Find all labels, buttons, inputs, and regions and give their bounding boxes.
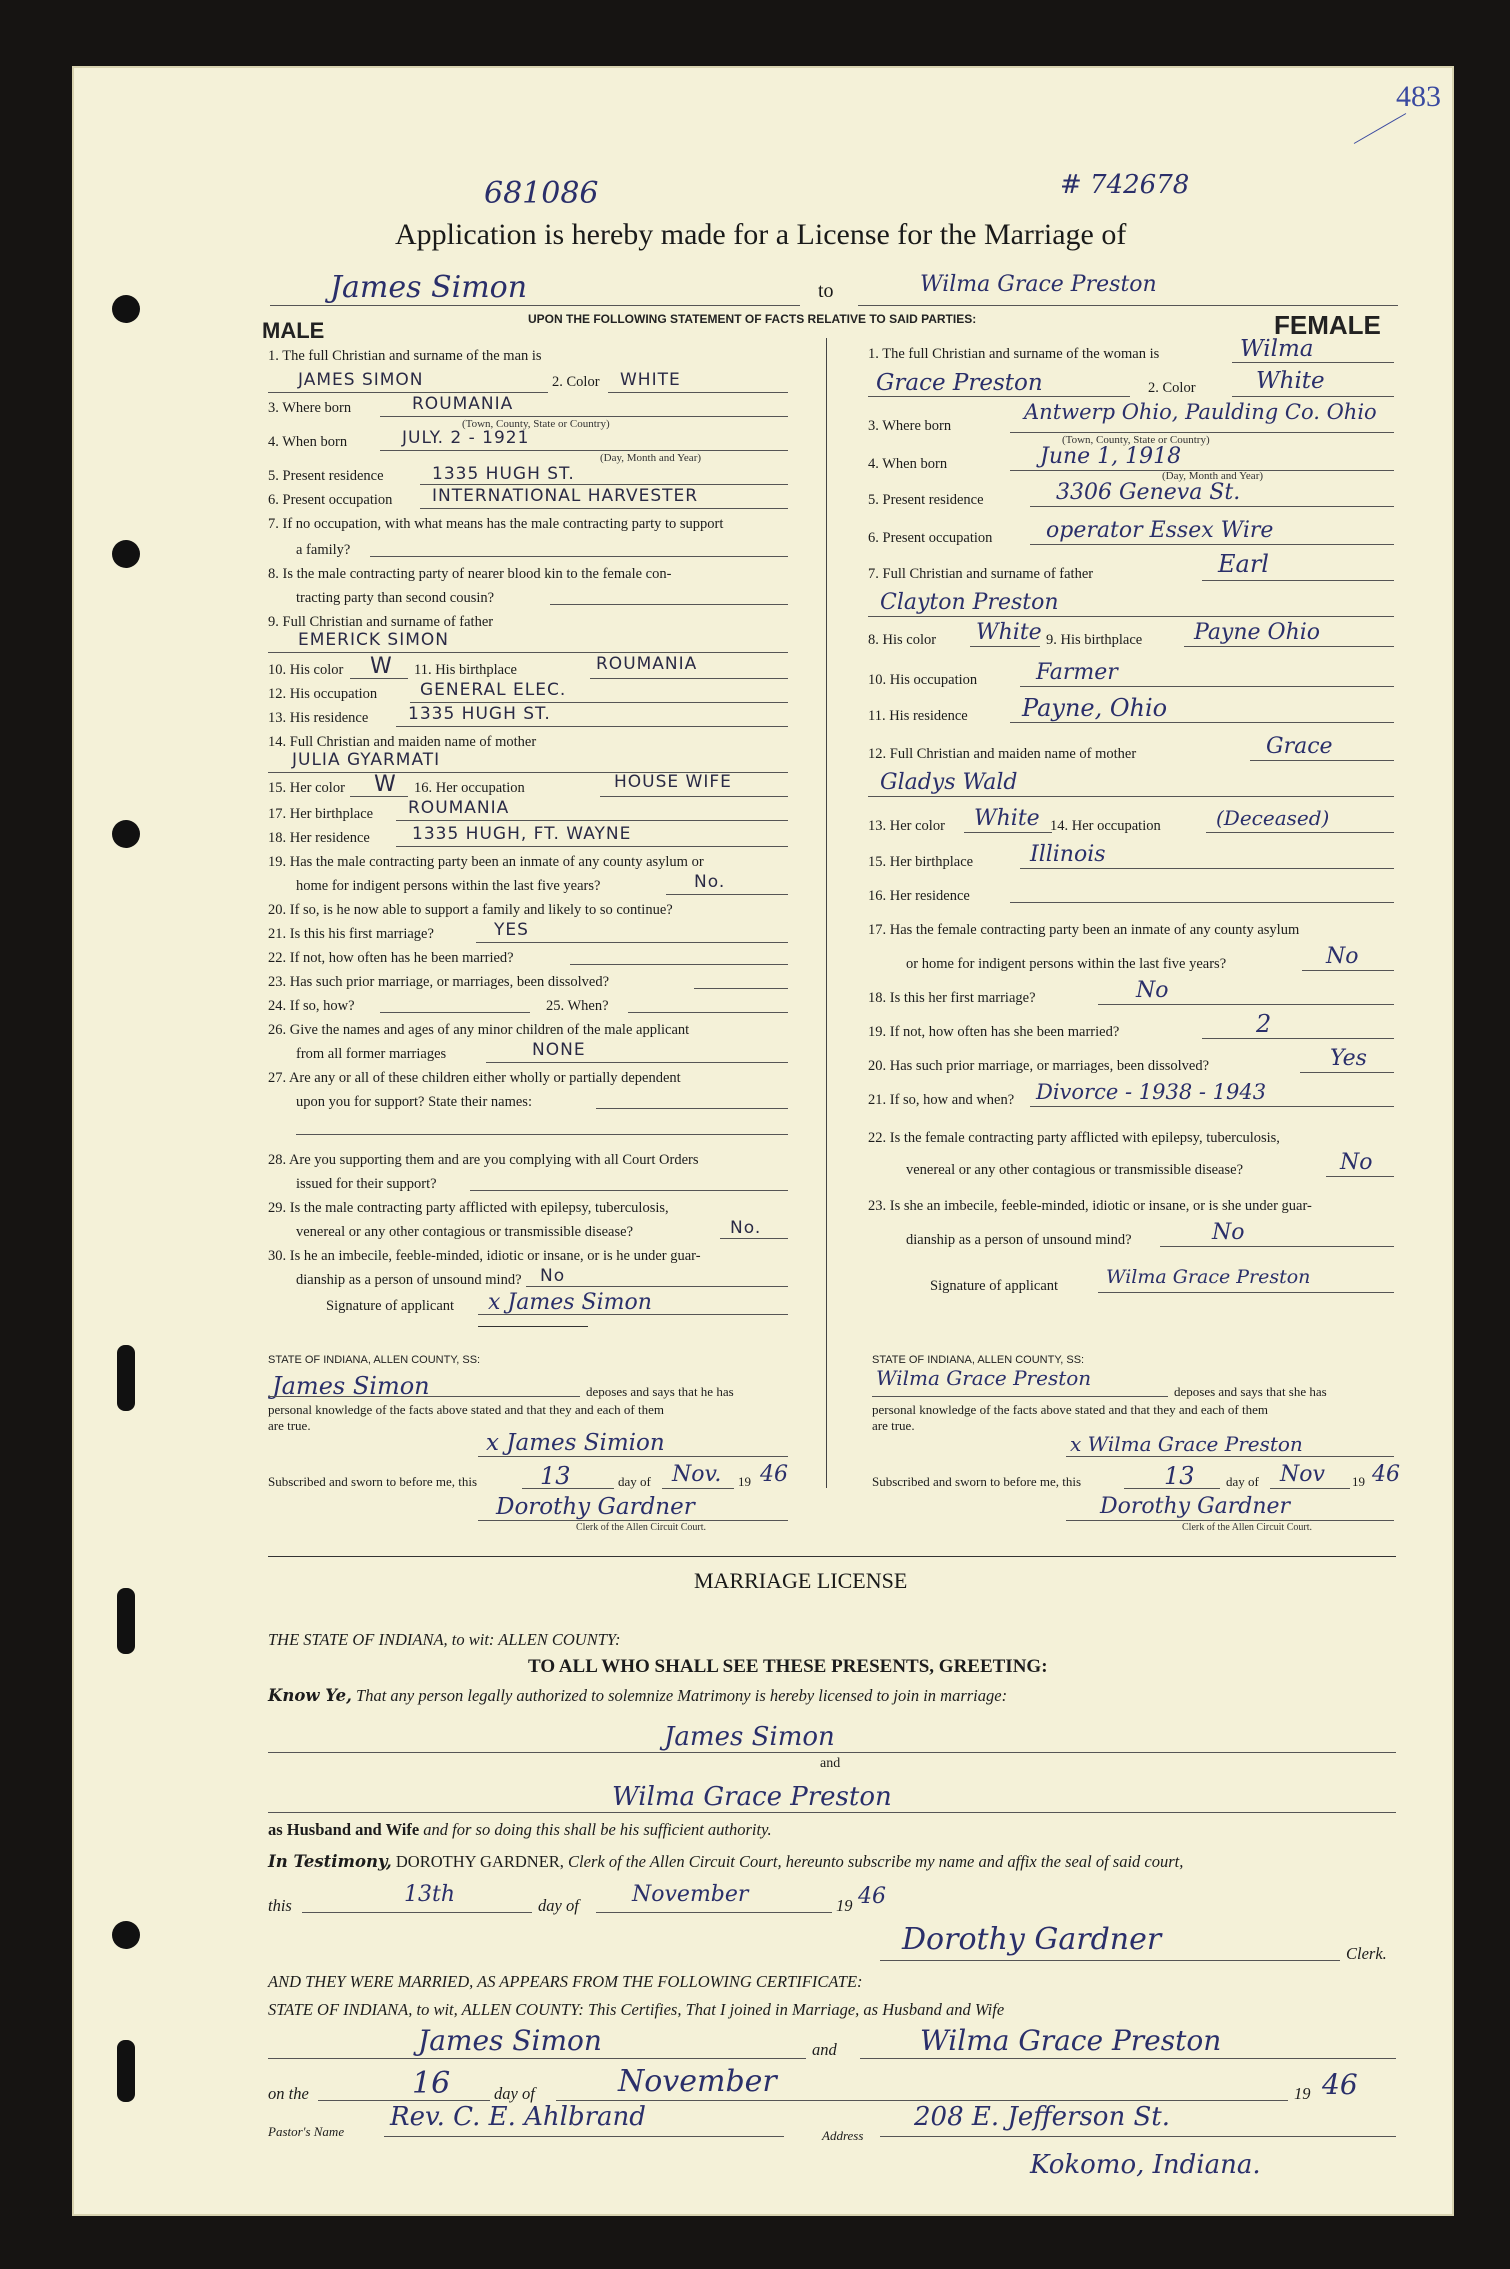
rule [396, 846, 788, 847]
husband-wife-lead: as Husband and Wife [268, 1820, 420, 1839]
female-q19: 19. If not, how often has she been married? [868, 1024, 1120, 1040]
license-clerk-signature: Dorothy Gardner [902, 1922, 1162, 1957]
male-signature: x James Simon [488, 1290, 652, 1315]
oath-male-year-prefix: 19 [738, 1474, 751, 1489]
rule [868, 396, 1130, 397]
rule [296, 1134, 788, 1135]
rule [556, 2100, 1288, 2101]
oath-male-clerk-label: Clerk of the Allen Circuit Court. [576, 1522, 706, 1533]
male-a1: JAMES SIMON [298, 370, 424, 390]
female-q18: 18. Is this her first marriage? [868, 990, 1036, 1006]
rule [590, 678, 788, 679]
rule [596, 1108, 788, 1109]
female-a10: Farmer [1036, 660, 1118, 685]
rule [1160, 1246, 1394, 1247]
rule [964, 832, 1052, 833]
female-q2: 2. Color [1148, 380, 1196, 396]
rule [486, 1062, 788, 1063]
rule [1098, 1292, 1394, 1293]
female-q13: 13. Her color [868, 818, 945, 834]
rule [1202, 580, 1394, 581]
female-a14: (Deceased) [1216, 806, 1330, 830]
rule [1232, 362, 1394, 363]
male-q4-note: (Day, Month and Year) [600, 452, 702, 464]
rule [268, 652, 788, 653]
female-a13: White [974, 806, 1040, 831]
female-q6: 6. Present occupation [868, 530, 993, 546]
male-q27a: 27. Are any or all of these children either wholly or partially dependent [268, 1070, 681, 1086]
rule [1030, 1106, 1394, 1107]
rule [1184, 646, 1394, 647]
license-greeting: TO ALL WHO SHALL SEE THESE PRESENTS, GREETING: [528, 1656, 1048, 1677]
female-q9: 9. His birthplace [1046, 632, 1143, 648]
oath-female-clerk-label: Clerk of the Allen Circuit Court. [1182, 1522, 1312, 1533]
license-this: this [268, 1896, 292, 1915]
rule [380, 450, 788, 451]
male-a3: ROUMANIA [412, 394, 514, 414]
binder-slot [117, 1588, 135, 1654]
male-q26b: from all former marriages [296, 1046, 447, 1062]
rule [600, 796, 788, 797]
rule [1206, 832, 1394, 833]
rule [1098, 1004, 1394, 1005]
rule [570, 964, 788, 965]
rule [526, 1286, 788, 1287]
rule [858, 305, 1398, 306]
male-q29a: 29. Is the male contracting party afflicted with epilepsy, tuberculosis, [268, 1200, 669, 1216]
rule [1124, 1488, 1220, 1489]
male-q11: 11. His birthplace [414, 662, 517, 678]
rule [880, 1960, 1340, 1961]
male-q17: 17. Her birthplace [268, 806, 374, 822]
female-a7a: Earl [1218, 550, 1269, 578]
pastor-address-2: Kokomo, Indiana. [1030, 2150, 1261, 2180]
cert-day: 16 [412, 2066, 451, 2101]
rule [522, 1488, 614, 1489]
male-a17: ROUMANIA [408, 798, 510, 818]
rule [1066, 1520, 1394, 1521]
male-a26: NONE [532, 1040, 586, 1060]
male-a30: No [540, 1266, 566, 1286]
license-cert [268, 2000, 1004, 2020]
male-q25: 25. When? [546, 998, 609, 1014]
female-q15: 15. Her birthplace [868, 854, 974, 870]
female-a1a: Wilma [1240, 336, 1314, 362]
rule [608, 392, 788, 393]
rule [1202, 1038, 1394, 1039]
rule [1030, 506, 1394, 507]
rule [268, 1752, 1396, 1753]
male-q3: 3. Where born [268, 400, 352, 416]
rule [384, 2136, 784, 2137]
license-day-of: day of [538, 1896, 579, 1915]
male-a5: 1335 HUGH ST. [432, 464, 575, 484]
short-rule [478, 1326, 588, 1327]
female-a19: 2 [1256, 1010, 1272, 1038]
male-a19: No. [694, 872, 726, 892]
know-ye-lead: Know Ye, [268, 1686, 352, 1705]
female-q22a: 22. Is the female contracting party afflicted with epilepsy, tuberculosis, [868, 1130, 1280, 1146]
rule [420, 484, 788, 485]
rule [720, 1238, 788, 1239]
female-q4-note: (Day, Month and Year) [1162, 470, 1264, 482]
testimony-text: Clerk of the Allen Circuit Court, hereunto subscribe my name and affix the seal of said court, [568, 1852, 1184, 1871]
male-a13: 1335 HUGH ST. [408, 704, 551, 724]
female-a8: White [976, 620, 1042, 645]
male-q30a: 30. Is he an imbecile, feeble-minded, idiotic or insane, or is he under guar- [268, 1248, 701, 1264]
address-label: Address [822, 2128, 864, 2143]
rule [478, 1314, 788, 1315]
cert-lead: STATE OF INDIANA, to wit, ALLEN COUNTY: [268, 2000, 584, 2019]
groom-name-heading: James Simon [330, 270, 528, 305]
rule [370, 556, 788, 557]
female-a7b: Clayton Preston [880, 590, 1059, 615]
license-state-line: THE STATE OF INDIANA, to wit: ALLEN COUNTY: [268, 1630, 621, 1649]
rule [268, 392, 548, 393]
rule [868, 616, 1394, 617]
oath-female-month: Nov [1280, 1462, 1325, 1487]
female-a22: No [1340, 1150, 1373, 1175]
female-q14: 14. Her occupation [1050, 818, 1161, 834]
male-a14: JULIA GYARMATI [292, 750, 441, 770]
rule [970, 646, 1040, 647]
section-divider [268, 1556, 1396, 1557]
rule [872, 1396, 1168, 1397]
male-a16: HOUSE WIFE [614, 772, 732, 792]
male-q9: 9. Full Christian and surname of father [268, 614, 494, 630]
rule [868, 796, 1394, 797]
file-number-left: 681086 [484, 176, 599, 211]
oath-female-signature: x Wilma Grace Preston [1070, 1432, 1303, 1456]
license-married-line: AND THEY WERE MARRIED, AS APPEARS FROM THE FOLLOWING CERTIFICATE: [268, 1972, 863, 1991]
female-a12b: Gladys Wald [880, 770, 1018, 795]
oath-male-month: Nov. [672, 1462, 722, 1487]
rule [470, 1190, 788, 1191]
license-day: 13th [404, 1882, 456, 1907]
female-a5: 3306 Geneva St. [1056, 480, 1241, 505]
oath-female-clerk-signature: Dorothy Gardner [1100, 1494, 1291, 1519]
cert-year-prefix: 19 [1294, 2084, 1311, 2103]
male-q23: 23. Has such prior marriage, or marriages, been dissolved? [268, 974, 610, 990]
rule [268, 2058, 806, 2059]
female-q11: 11. His residence [868, 708, 968, 724]
male-q3-note: (Town, County, State or Country) [462, 418, 610, 430]
rule [396, 726, 788, 727]
binder-hole [112, 1921, 140, 1949]
cert-bride: Wilma Grace Preston [920, 2024, 1222, 2057]
license-groom: James Simon [664, 1722, 835, 1752]
female-a12a: Grace [1266, 734, 1333, 759]
male-q28b: issued for their support? [296, 1176, 437, 1192]
oath-male-day: 13 [540, 1462, 571, 1490]
rule [380, 1012, 530, 1013]
pastor-name: Rev. C. E. Ahlbrand [390, 2102, 646, 2132]
file-number-right: # 742678 [1060, 170, 1190, 200]
male-q4: 4. When born [268, 434, 348, 450]
female-a20: Yes [1330, 1046, 1367, 1071]
column-divider [826, 338, 827, 1488]
husband-wife-text: and for so doing this shall be his sufficient authority. [423, 1820, 772, 1839]
rule [302, 1912, 532, 1913]
male-q10: 10. His color [268, 662, 344, 678]
male-heading: MALE [262, 318, 325, 343]
female-q20: 20. Has such prior marriage, or marriages, been dissolved? [868, 1058, 1210, 1074]
pastor-label: Pastor's Name [268, 2124, 345, 2139]
male-q6: 6. Present occupation [268, 492, 393, 508]
female-q5: 5. Present residence [868, 492, 984, 508]
testimony-name: DOROTHY GARDNER, [395, 1852, 564, 1871]
female-q3-note: (Town, County, State or Country) [1062, 434, 1210, 446]
rule [666, 894, 788, 895]
oath-male-day-of: day of [618, 1474, 651, 1489]
pastor-address-1: 208 E. Jefferson St. [914, 2102, 1170, 2132]
male-q28a: 28. Are you supporting them and are you complying with all Court Orders [268, 1152, 699, 1168]
male-q19a: 19. Has the male contracting party been an inmate of any county asylum or [268, 854, 704, 870]
binder-slot [117, 2040, 135, 2102]
female-a23: No [1212, 1220, 1245, 1245]
male-q27b: upon you for support? State their names: [296, 1094, 532, 1110]
female-a3: Antwerp Ohio, Paulding Co. Ohio [1024, 400, 1377, 424]
oath-female-state: STATE OF INDIANA, ALLEN COUNTY, SS: [872, 1354, 1085, 1366]
cert-year: 46 [1322, 2068, 1358, 2101]
female-q22b: venereal or any other contagious or transmissible disease? [906, 1162, 1244, 1178]
male-q20: 20. If so, is he now able to support a family and likely to so continue? [268, 902, 673, 918]
oath-male-clerk-signature: Dorothy Gardner [496, 1494, 695, 1520]
male-q24: 24. If so, how? [268, 998, 355, 1014]
testimony-lead: In Testimony, [268, 1852, 392, 1871]
oath-male-deposes: deposes and says that he has [586, 1384, 734, 1399]
female-a2: White [1256, 368, 1325, 394]
female-a1b: Grace Preston [876, 370, 1043, 396]
rule [1020, 686, 1394, 687]
cert-groom: James Simon [418, 2024, 602, 2057]
male-q1: 1. The full Christian and surname of the man is [268, 348, 542, 364]
rule [1066, 1456, 1394, 1457]
male-a29: No. [730, 1218, 762, 1238]
oath-male-sworn: Subscribed and sworn to before me, this [268, 1474, 478, 1489]
male-a21: YES [494, 920, 529, 940]
male-q13: 13. His residence [268, 710, 369, 726]
male-q12: 12. His occupation [268, 686, 378, 702]
male-q26a: 26. Give the names and ages of any minor children of the male applicant [268, 1022, 690, 1038]
female-q23a: 23. Is she an imbecile, feeble-minded, idiotic or insane, or is she under guar- [868, 1198, 1312, 1214]
cert-and: and [812, 2040, 837, 2059]
license-know-ye [268, 1686, 1007, 1706]
binder-hole [112, 540, 140, 568]
male-a15: W [374, 772, 397, 797]
female-q8: 8. His color [868, 632, 937, 648]
female-q17b: or home for indigent persons within the last five years? [906, 956, 1227, 972]
oath-female-line3: are true. [872, 1418, 915, 1433]
male-q22: 22. If not, how often has he been married? [268, 950, 514, 966]
female-q12: 12. Full Christian and maiden name of mother [868, 746, 1137, 762]
rule [350, 678, 408, 679]
male-a9: EMERICK SIMON [298, 630, 449, 650]
male-a2: WHITE [620, 370, 681, 390]
male-q29b: venereal or any other contagious or transmissible disease? [296, 1224, 634, 1240]
male-q7b: a family? [296, 542, 351, 558]
female-a11: Payne, Ohio [1022, 694, 1168, 722]
female-signature: Wilma Grace Preston [1106, 1266, 1311, 1288]
rule [1010, 902, 1394, 903]
license-year-prefix: 19 [836, 1896, 853, 1915]
know-ye-text: That any person legally authorized to solemnize Matrimony is hereby licensed to join in marriage: [356, 1686, 1008, 1705]
rule [380, 416, 788, 417]
male-q19b: home for indigent persons within the last five years? [296, 878, 601, 894]
female-sig-label: Signature of applicant [930, 1278, 1059, 1294]
cert-text: This Certifies, That I joined in Marriage, as Husband and Wife [587, 2000, 1005, 2019]
cert-on-the: on the [268, 2084, 309, 2103]
female-a15: Illinois [1030, 842, 1106, 867]
rule [268, 1812, 1396, 1813]
male-q8b: tracting party than second cousin? [296, 590, 495, 606]
license-bride: Wilma Grace Preston [612, 1782, 892, 1812]
rule [1030, 544, 1394, 545]
male-a10: W [370, 654, 393, 679]
oath-male-line3: are true. [268, 1418, 311, 1433]
female-q7: 7. Full Christian and surname of father [868, 566, 1094, 582]
male-q30b: dianship as a person of unsound mind? [296, 1272, 522, 1288]
female-a6: operator Essex Wire [1046, 518, 1274, 543]
license-title: MARRIAGE LICENSE [694, 1568, 908, 1593]
female-q4: 4. When born [868, 456, 948, 472]
binder-hole [112, 820, 140, 848]
rule [478, 1520, 788, 1521]
rule [1020, 868, 1394, 869]
female-q10: 10. His occupation [868, 672, 978, 688]
oath-female-year-prefix: 19 [1352, 1474, 1365, 1489]
male-q18: 18. Her residence [268, 830, 370, 846]
male-q15: 15. Her color [268, 780, 345, 796]
male-a18: 1335 HUGH, FT. WAYNE [412, 824, 632, 844]
rule [1010, 432, 1394, 433]
rule [1010, 722, 1394, 723]
rule [1326, 1176, 1394, 1177]
license-clerk: Clerk. [1346, 1944, 1387, 1963]
rule [478, 1456, 788, 1457]
license-and: and [820, 1756, 841, 1771]
rule [550, 604, 788, 605]
oath-female-year: 46 [1372, 1462, 1400, 1487]
oath-female-day-of: day of [1226, 1474, 1259, 1489]
male-a11: ROUMANIA [596, 654, 698, 674]
rule [694, 988, 788, 989]
rule [628, 1012, 788, 1013]
male-q2: 2. Color [552, 374, 600, 390]
female-q16: 16. Her residence [868, 888, 970, 904]
rule [270, 305, 800, 306]
binder-slot [117, 1345, 135, 1411]
female-a21: Divorce - 1938 - 1943 [1036, 1080, 1267, 1104]
to-label: to [818, 280, 834, 302]
female-q23b: dianship as a person of unsound mind? [906, 1232, 1132, 1248]
oath-female-line2: personal knowledge of the facts above stated and that they and each of them [872, 1402, 1268, 1417]
oath-male-name: James Simon [272, 1372, 430, 1400]
rule [662, 1488, 734, 1489]
rule [1232, 396, 1394, 397]
female-a9: Payne Ohio [1194, 620, 1321, 645]
male-a4: JULY. 2 - 1921 [402, 428, 530, 448]
cert-day-of: day of [494, 2084, 535, 2103]
rule [420, 508, 788, 509]
license-husband-wife [268, 1820, 772, 1840]
rule [350, 796, 408, 797]
rule [410, 702, 788, 703]
page-title: Application is hereby made for a License for the Marriage of [395, 218, 1127, 251]
oath-female-sworn: Subscribed and sworn to before me, this [872, 1474, 1082, 1489]
male-q14: 14. Full Christian and maiden name of mother [268, 734, 537, 750]
license-testimony [268, 1852, 1183, 1872]
binder-hole [112, 295, 140, 323]
rule [860, 2058, 1396, 2059]
female-q21: 21. If so, how and when? [868, 1092, 1015, 1108]
oath-female-name: Wilma Grace Preston [876, 1366, 1092, 1390]
rule [476, 942, 788, 943]
rule [596, 1912, 832, 1913]
female-q17a: 17. Has the female contracting party been an inmate of any county asylum [868, 922, 1300, 938]
oath-male-line2: personal knowledge of the facts above stated and that they and each of them [268, 1402, 664, 1417]
male-q5: 5. Present residence [268, 468, 384, 484]
statement-subtitle: UPON THE FOLLOWING STATEMENT OF FACTS RELATIVE TO SAID PARTIES: [528, 312, 977, 326]
rule [318, 2100, 490, 2101]
license-year: 46 [858, 1884, 886, 1909]
female-a17: No [1326, 944, 1359, 969]
female-a4: June 1, 1918 [1040, 444, 1182, 469]
rule [1250, 760, 1394, 761]
rule [880, 2136, 1396, 2137]
male-a12: GENERAL ELEC. [420, 680, 567, 700]
license-month: November [632, 1882, 749, 1907]
male-sig-label: Signature of applicant [326, 1298, 455, 1314]
rule [1300, 1072, 1394, 1073]
male-q21: 21. Is this his first marriage? [268, 926, 434, 942]
oath-female-day: 13 [1164, 1462, 1195, 1490]
page-number: 483 [1396, 80, 1441, 113]
female-heading: FEMALE [1274, 310, 1381, 340]
oath-male-year: 46 [760, 1462, 788, 1487]
rule [396, 820, 788, 821]
male-q7a: 7. If no occupation, with what means has the male contracting party to support [268, 516, 724, 532]
rule [1270, 1488, 1350, 1489]
rule [268, 1396, 580, 1397]
male-q16: 16. Her occupation [414, 780, 525, 796]
oath-male-signature: x James Simion [486, 1430, 665, 1456]
oath-male-state: STATE OF INDIANA, ALLEN COUNTY, SS: [268, 1354, 481, 1366]
bride-name-heading: Wilma Grace Preston [920, 272, 1157, 297]
cert-month: November [618, 2064, 777, 2099]
rule [1302, 970, 1394, 971]
female-q1: 1. The full Christian and surname of the woman is [868, 346, 1160, 362]
male-a6: INTERNATIONAL HARVESTER [432, 486, 699, 506]
female-q3: 3. Where born [868, 418, 952, 434]
male-q8a: 8. Is the male contracting party of nearer blood kin to the female con- [268, 566, 672, 582]
female-a18: No [1136, 978, 1169, 1003]
oath-female-deposes: deposes and says that she has [1174, 1384, 1327, 1399]
